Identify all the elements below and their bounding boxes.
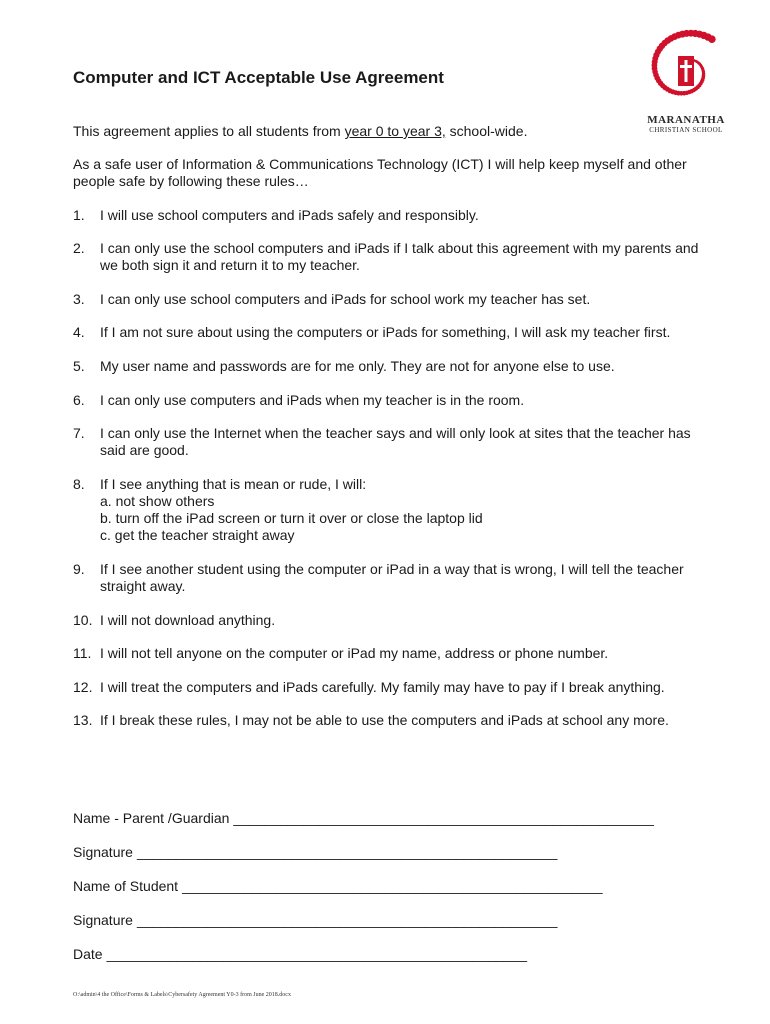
intro-year-range: year 0 to year 3, [344, 123, 446, 139]
intro-after: school-wide. [445, 123, 528, 139]
logo-swirl-dot [708, 35, 716, 43]
rule-number: 4. [73, 324, 85, 340]
rule-number: 9. [73, 561, 85, 577]
rule-text: I can only use the school computers and iPads if I talk about this agreement with my parents and we both sign it and return it to my teacher. [100, 240, 699, 273]
intro-paragraph [73, 123, 527, 139]
rule-number: 6. [73, 392, 85, 408]
rule-item [73, 240, 713, 274]
school-logo [640, 22, 732, 142]
rule-item [73, 291, 713, 308]
rule-text: I will not download anything. [100, 612, 276, 628]
rule-item [73, 612, 713, 629]
field-label: Name of Student [73, 878, 179, 894]
rule-text: I can only use computers and iPads when my teacher is in the room. [100, 392, 525, 408]
rule-item [73, 476, 713, 544]
rule-item [73, 645, 713, 662]
rule-text: My user name and passwords are for me only. They are not for anyone else to use. [100, 358, 615, 374]
field-parent-signature [73, 844, 713, 878]
field-blank-line[interactable]: ______________________________________________________ [136, 844, 558, 860]
rules-list [73, 207, 713, 729]
rule-text: I can only use the Internet when the teacher says and will only look at sites that the teacher has said are good. [100, 425, 691, 458]
signature-fields [73, 810, 713, 980]
rule-number: 12. [73, 679, 93, 695]
rule-item [73, 561, 713, 595]
rule-number: 11. [73, 645, 92, 661]
field-parent-name [73, 810, 713, 844]
rule-number: 13. [73, 712, 93, 728]
field-date [73, 946, 713, 980]
rule-item [73, 392, 713, 409]
field-label: Signature [73, 844, 133, 860]
rule-item [73, 425, 713, 459]
footer-file-path: O:\admin\4 the Office\Forms & Labels\Cybersafety Agreement Y0-3 from June 2018.docx [73, 992, 291, 998]
rule-text: If I see anything that is mean or rude, I will: [100, 476, 367, 492]
rule-item [73, 712, 713, 729]
intro-before: This agreement applies to all students from [73, 123, 345, 139]
rule-number: 7. [73, 425, 85, 441]
field-label: Name - Parent /Guardian [73, 810, 230, 826]
rule-text: I will not tell anyone on the computer or iPad my name, address or phone number. [100, 645, 609, 661]
logo-school-name: MARANATHA [647, 114, 725, 126]
field-blank-line[interactable]: ______________________________________________________ [233, 810, 654, 826]
lead-paragraph: As a safe user of Information & Communications Technology (ICT) I will help keep myself and other people safe by following these rules… [73, 156, 687, 189]
field-label: Signature [73, 912, 133, 928]
field-blank-line[interactable]: ______________________________________________________ [106, 946, 528, 962]
rule-number: 2. [73, 240, 85, 256]
rule-number: 1. [73, 207, 85, 223]
rule-sub-item: a. not show others [100, 493, 215, 509]
rule-text: I will use school computers and iPads safely and responsibly. [100, 207, 479, 223]
page-title: Computer and ICT Acceptable Use Agreement [73, 68, 444, 87]
rule-number: 3. [73, 291, 85, 307]
rule-sub-item: b. turn off the iPad screen or turn it over or close the laptop lid [100, 510, 483, 526]
rule-number: 10. [73, 612, 93, 628]
logo-emblem-icon [640, 22, 732, 112]
rule-text: If I see another student using the computer or iPad in a way that is wrong, I will tell the teacher straight away. [100, 561, 684, 594]
rule-text: I can only use school computers and iPads for school work my teacher has set. [100, 291, 591, 307]
rule-item [73, 324, 713, 341]
field-blank-line[interactable]: ______________________________________________________ [136, 912, 558, 928]
rule-item [73, 358, 713, 375]
field-blank-line[interactable]: ______________________________________________________ [182, 878, 603, 894]
rule-number: 5. [73, 358, 85, 374]
rule-number: 8. [73, 476, 85, 492]
rule-text: If I am not sure about using the computers or iPads for something, I will ask my teacher first. [100, 324, 671, 340]
rule-item [73, 207, 713, 224]
field-label: Date [73, 946, 103, 962]
rule-text: I will treat the computers and iPads carefully. My family may have to pay if I break anything. [100, 679, 665, 695]
logo-school-subtitle: CHRISTIAN SCHOOL [649, 126, 723, 134]
field-student-name [73, 878, 713, 912]
rule-text: If I break these rules, I may not be able to use the computers and iPads at school any more. [100, 712, 669, 728]
field-student-signature [73, 912, 713, 946]
rule-sub-item: c. get the teacher straight away [100, 527, 295, 543]
rule-item [73, 679, 713, 696]
